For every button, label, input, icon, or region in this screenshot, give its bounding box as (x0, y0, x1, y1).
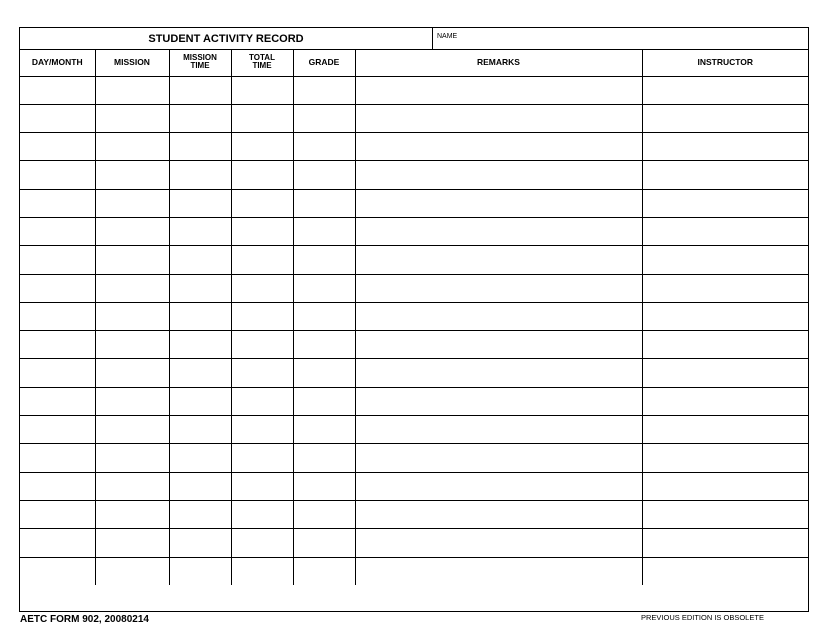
cell-mission[interactable] (95, 76, 169, 104)
cell-remarks[interactable] (355, 387, 642, 415)
cell-remarks[interactable] (355, 161, 642, 189)
column-header-mission-time (169, 49, 231, 76)
table-row (20, 246, 808, 274)
cell-day-month[interactable] (20, 161, 95, 189)
column-header-label: GRADE (308, 57, 340, 68)
cell-mission-time[interactable] (169, 416, 231, 444)
cell-mission-time[interactable] (169, 444, 231, 472)
table-row (20, 302, 808, 330)
cell-mission[interactable] (95, 217, 169, 245)
table-row (20, 161, 808, 189)
cell-mission[interactable] (95, 416, 169, 444)
cell-mission[interactable] (95, 246, 169, 274)
cell-mission[interactable] (95, 331, 169, 359)
table-row (20, 472, 808, 500)
cell-mission[interactable] (95, 557, 169, 585)
table-row (20, 444, 808, 472)
cell-total-time[interactable] (231, 472, 293, 500)
cell-grade[interactable] (293, 76, 355, 104)
column-header-label: MISSION (114, 57, 150, 68)
table-row (20, 274, 808, 302)
cell-instructor[interactable] (642, 133, 808, 161)
cell-mission-time[interactable] (169, 557, 231, 585)
cell-day-month[interactable] (20, 359, 95, 387)
column-header-remarks (355, 49, 642, 76)
cell-day-month[interactable] (20, 217, 95, 245)
cell-day-month[interactable] (20, 529, 95, 557)
table-header-row (20, 49, 808, 76)
cell-grade[interactable] (293, 472, 355, 500)
cell-day-month[interactable] (20, 557, 95, 585)
cell-day-month[interactable] (20, 302, 95, 330)
cell-total-time[interactable] (231, 76, 293, 104)
column-header-label: REMARKS (477, 57, 520, 68)
cell-grade[interactable] (293, 302, 355, 330)
cell-total-time[interactable] (231, 359, 293, 387)
cell-mission-time[interactable] (169, 76, 231, 104)
cell-instructor[interactable] (642, 302, 808, 330)
cell-instructor[interactable] (642, 444, 808, 472)
cell-grade[interactable] (293, 444, 355, 472)
table-row (20, 76, 808, 104)
cell-day-month[interactable] (20, 189, 95, 217)
cell-grade[interactable] (293, 416, 355, 444)
cell-instructor[interactable] (642, 246, 808, 274)
cell-total-time[interactable] (231, 302, 293, 330)
cell-total-time[interactable] (231, 189, 293, 217)
cell-day-month[interactable] (20, 444, 95, 472)
column-header-instructor (642, 49, 808, 76)
cell-grade[interactable] (293, 331, 355, 359)
cell-mission[interactable] (95, 529, 169, 557)
cell-mission-time[interactable] (169, 161, 231, 189)
column-header-label: DAY/MONTH (31, 57, 83, 68)
cell-remarks[interactable] (355, 416, 642, 444)
cell-remarks[interactable] (355, 557, 642, 585)
cell-mission-time[interactable] (169, 359, 231, 387)
cell-grade[interactable] (293, 274, 355, 302)
cell-mission[interactable] (95, 387, 169, 415)
cell-grade[interactable] (293, 104, 355, 132)
table-row (20, 217, 808, 245)
cell-mission[interactable] (95, 189, 169, 217)
cell-remarks[interactable] (355, 217, 642, 245)
name-label: NAME (437, 33, 458, 40)
cell-total-time[interactable] (231, 500, 293, 528)
form-number: AETC FORM 902, 20080214 (20, 614, 149, 625)
cell-remarks[interactable] (355, 104, 642, 132)
cell-mission[interactable] (95, 104, 169, 132)
cell-day-month[interactable] (20, 331, 95, 359)
cell-instructor[interactable] (642, 189, 808, 217)
cell-remarks[interactable] (355, 444, 642, 472)
cell-mission[interactable] (95, 133, 169, 161)
cell-total-time[interactable] (231, 217, 293, 245)
edition-note: PREVIOUS EDITION IS OBSOLETE (641, 613, 764, 622)
column-header-grade (293, 49, 355, 76)
cell-day-month[interactable] (20, 472, 95, 500)
cell-mission-time[interactable] (169, 274, 231, 302)
cell-instructor[interactable] (642, 274, 808, 302)
cell-mission[interactable] (95, 302, 169, 330)
column-header-label: MISSION (183, 53, 217, 63)
cell-remarks[interactable] (355, 302, 642, 330)
cell-total-time[interactable] (231, 104, 293, 132)
cell-day-month[interactable] (20, 104, 95, 132)
cell-instructor[interactable] (642, 331, 808, 359)
table-row (20, 557, 808, 585)
cell-remarks[interactable] (355, 133, 642, 161)
cell-instructor[interactable] (642, 104, 808, 132)
cell-day-month[interactable] (20, 133, 95, 161)
cell-mission-time[interactable] (169, 500, 231, 528)
cell-day-month[interactable] (20, 274, 95, 302)
cell-instructor[interactable] (642, 500, 808, 528)
column-header-label: TOTAL (249, 53, 275, 63)
table-row (20, 387, 808, 415)
cell-grade[interactable] (293, 557, 355, 585)
cell-mission-time[interactable] (169, 472, 231, 500)
cell-mission[interactable] (95, 274, 169, 302)
cell-total-time[interactable] (231, 557, 293, 585)
cell-day-month[interactable] (20, 246, 95, 274)
activity-log-table (20, 49, 808, 585)
cell-mission[interactable] (95, 359, 169, 387)
cell-remarks[interactable] (355, 529, 642, 557)
cell-mission[interactable] (95, 500, 169, 528)
cell-mission-time[interactable] (169, 133, 231, 161)
cell-remarks[interactable] (355, 500, 642, 528)
cell-total-time[interactable] (231, 416, 293, 444)
cell-remarks[interactable] (355, 274, 642, 302)
cell-grade[interactable] (293, 500, 355, 528)
cell-total-time[interactable] (231, 161, 293, 189)
cell-total-time[interactable] (231, 331, 293, 359)
cell-remarks[interactable] (355, 246, 642, 274)
cell-total-time[interactable] (231, 529, 293, 557)
cell-instructor[interactable] (642, 529, 808, 557)
cell-instructor[interactable] (642, 359, 808, 387)
table-row (20, 359, 808, 387)
cell-mission-time[interactable] (169, 387, 231, 415)
cell-mission-time[interactable] (169, 217, 231, 245)
cell-day-month[interactable] (20, 416, 95, 444)
cell-remarks[interactable] (355, 331, 642, 359)
table-row (20, 529, 808, 557)
cell-instructor[interactable] (642, 387, 808, 415)
cell-instructor[interactable] (642, 161, 808, 189)
cell-grade[interactable] (293, 529, 355, 557)
cell-mission-time[interactable] (169, 331, 231, 359)
table-row (20, 331, 808, 359)
table-row (20, 416, 808, 444)
cell-mission-time[interactable] (169, 529, 231, 557)
cell-instructor[interactable] (642, 76, 808, 104)
table-row (20, 104, 808, 132)
student-activity-record-form (19, 27, 809, 612)
cell-mission[interactable] (95, 161, 169, 189)
cell-total-time[interactable] (231, 274, 293, 302)
name-field[interactable] (433, 28, 808, 49)
cell-grade[interactable] (293, 133, 355, 161)
cell-mission-time[interactable] (169, 302, 231, 330)
cell-remarks[interactable] (355, 472, 642, 500)
cell-day-month[interactable] (20, 76, 95, 104)
cell-mission-time[interactable] (169, 104, 231, 132)
cell-instructor[interactable] (642, 217, 808, 245)
table-body (20, 76, 808, 585)
cell-mission[interactable] (95, 472, 169, 500)
cell-remarks[interactable] (355, 76, 642, 104)
cell-grade[interactable] (293, 161, 355, 189)
cell-instructor[interactable] (642, 557, 808, 585)
cell-total-time[interactable] (231, 444, 293, 472)
column-header-label: TIME (190, 61, 210, 71)
table-row (20, 500, 808, 528)
cell-total-time[interactable] (231, 246, 293, 274)
cell-grade[interactable] (293, 246, 355, 274)
column-header-label: INSTRUCTOR (697, 57, 754, 68)
cell-total-time[interactable] (231, 133, 293, 161)
cell-day-month[interactable] (20, 500, 95, 528)
cell-total-time[interactable] (231, 387, 293, 415)
cell-remarks[interactable] (355, 189, 642, 217)
column-header-total-time (231, 49, 293, 76)
cell-grade[interactable] (293, 189, 355, 217)
cell-mission-time[interactable] (169, 189, 231, 217)
cell-instructor[interactable] (642, 472, 808, 500)
form-title: STUDENT ACTIVITY RECORD (20, 28, 433, 49)
table-row (20, 189, 808, 217)
cell-day-month[interactable] (20, 387, 95, 415)
cell-mission-time[interactable] (169, 246, 231, 274)
cell-mission[interactable] (95, 444, 169, 472)
form-header-row (20, 28, 808, 50)
cell-grade[interactable] (293, 387, 355, 415)
cell-instructor[interactable] (642, 416, 808, 444)
column-header-mission (95, 49, 169, 76)
cell-grade[interactable] (293, 217, 355, 245)
column-header-label: TIME (252, 61, 272, 71)
cell-remarks[interactable] (355, 359, 642, 387)
column-header-day-month (20, 49, 95, 76)
cell-grade[interactable] (293, 359, 355, 387)
table-row (20, 133, 808, 161)
